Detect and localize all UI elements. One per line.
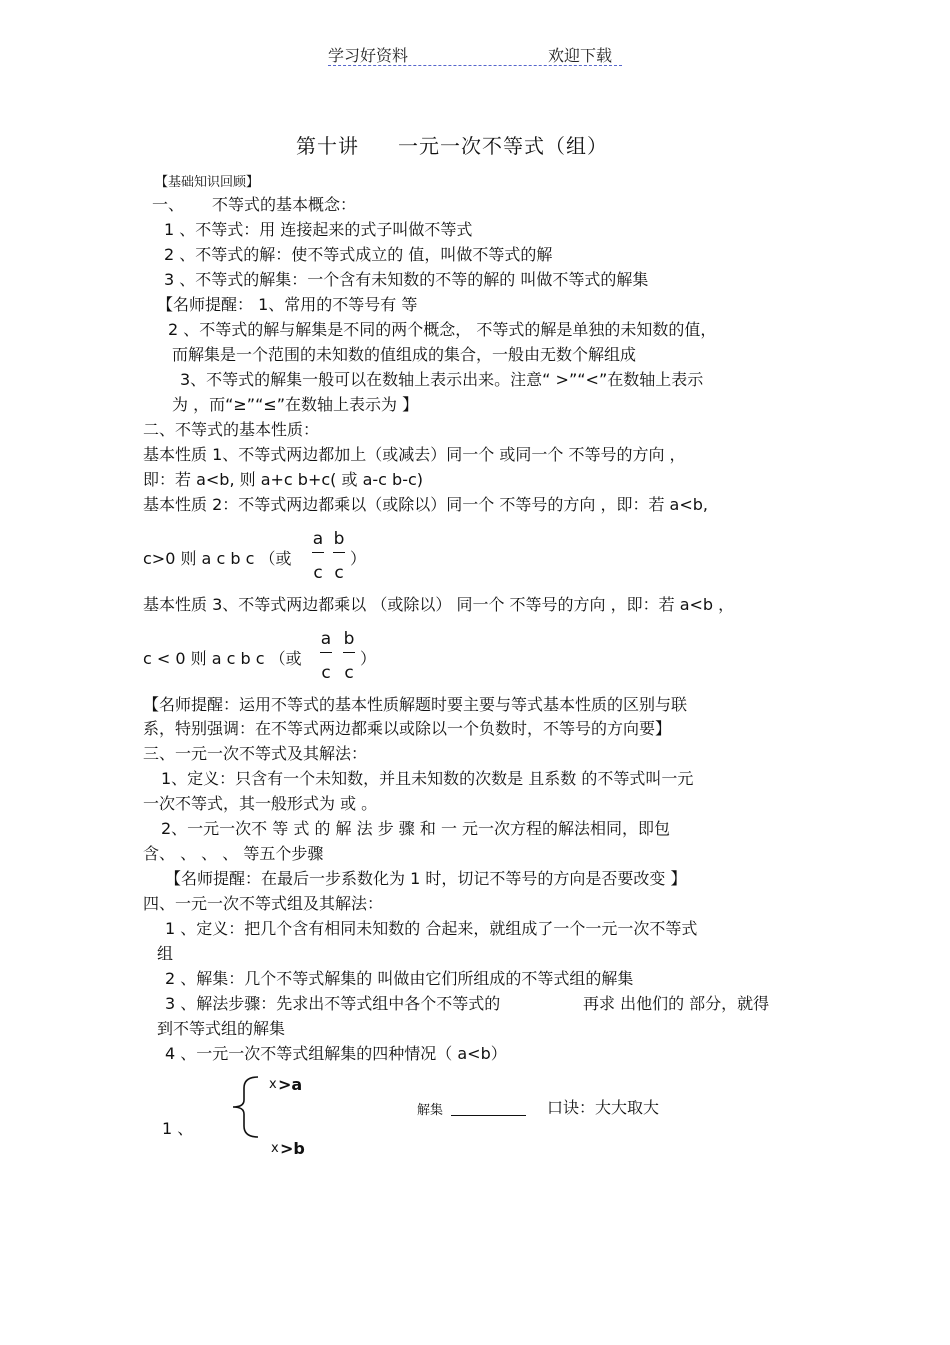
frac-numerator-b: b [343, 629, 355, 649]
mnemonic: 口诀：大大取大 [547, 1098, 660, 1117]
s3-tip: 【名师提醒：在最后一步系数化为 1 时，切记不等号的方向是否要改变 】 [165, 869, 687, 888]
s1-tip1: 【名师提醒： 1、常用的不等号有 等 [157, 295, 418, 314]
system-var-x: x [271, 1141, 279, 1156]
s2-prop1a: 基本性质 1、不等式两边都加上（或减去）同一个 或同一个 不等号的方向 ， [143, 445, 686, 464]
lecture-number: 第十讲 [296, 134, 359, 158]
system-var-x: x [269, 1077, 277, 1092]
solution-set-blank [451, 1115, 526, 1116]
s4-def-a: 1 、定义：把几个含有相同未知数的 合起来，就组成了一个一元一次不等式 [165, 919, 698, 938]
s4-method-a1: 3 、解法步骤：先求出不等式组中各个不等式的 [165, 994, 501, 1013]
header-left: 学习好资料 [328, 46, 409, 65]
fraction-bar [320, 652, 332, 653]
s4-solution-set: 2 、解集：几个不等式解集的 叫做由它们所组成的不等式组的解集 [165, 969, 634, 988]
s4-def-b: 组 [157, 944, 174, 963]
system-cond-b: >b [280, 1139, 305, 1158]
s2-prop3b: c < 0 则 a c b c （或 [143, 649, 302, 668]
case-number: 1 、 [162, 1119, 194, 1138]
frac-denominator-c: c [334, 563, 344, 583]
lecture-title: 一元一次不等式（组） [398, 134, 608, 158]
s2-tip-b: 系，特别强调：在不等式两边都乘以或除以一个负数时，不等号的方向要】 [143, 719, 672, 738]
s2-prop2b: c>0 则 a c b c （或 [143, 549, 292, 568]
s1-line1: 1 、不等式：用 连接起来的式子叫做不等式 [164, 220, 473, 239]
section1-number: 一、 [152, 195, 185, 214]
s3-steps-a: 2、一元一次不 等 式 的 解 法 步 骤 和 一 元一次方程的解法相同，即包 [161, 819, 671, 838]
left-brace-icon [228, 1074, 262, 1140]
paren-close: ） [350, 549, 367, 568]
fraction-bar [333, 552, 345, 553]
s1-tip2b: 而解集是一个范围的未知数的值组成的集合，一般由无数个解组成 [172, 345, 637, 364]
solution-set-label: 解集 [417, 1103, 444, 1118]
s3-def-b: 一次不等式，其一般形式为 或 。 [143, 794, 378, 813]
s1-tip2a: 2 、不等式的解与解集是不同的两个概念， 不等式的解是单独的未知数的值， [168, 320, 717, 339]
s4-four-cases: 4 、一元一次不等式组解集的四种情况（ a<b） [165, 1044, 507, 1063]
s1-tip3a: 3、不等式的解集一般可以在数轴上表示出来。注意“ >”“<”在数轴上表示 [180, 370, 704, 389]
section1-heading: 不等式的基本概念： [212, 195, 357, 214]
s4-method-a2: 再求 出他们的 部分，就得 [583, 994, 770, 1013]
section3-heading: 三、一元一次不等式及其解法： [143, 744, 368, 763]
frac-numerator-a: a [312, 529, 324, 549]
header-right: 欢迎下载 [548, 46, 613, 65]
frac-numerator-a: a [320, 629, 332, 649]
s3-steps-b: 含、 、 、 、 等五个步骤 [143, 844, 324, 863]
header-divider [328, 65, 622, 66]
frac-denominator-c: c [344, 663, 354, 683]
frac-denominator-c: c [321, 663, 331, 683]
s4-method-b: 到不等式组的解集 [157, 1019, 286, 1038]
s1-line2: 2 、不等式的解：使不等式成立的 值，叫做不等式的解 [164, 245, 553, 264]
fraction-bar [312, 552, 324, 553]
s1-line3: 3 、不等式的解集：一个含有未知数的不等的解的 叫做不等式的解集 [164, 270, 649, 289]
section4-heading: 四、一元一次不等式组及其解法： [143, 894, 384, 913]
s2-prop3a: 基本性质 3、不等式两边都乘以 （或除以） 同一个 不等号的方向 ，即：若 a<b ， [143, 595, 735, 614]
fraction-bar [343, 652, 355, 653]
s2-prop1b: 即：若 a<b, 则 a+c b+c( 或 a-c b-c) [143, 470, 424, 489]
s2-tip-a: 【名师提醒：运用不等式的基本性质解题时要主要与等式基本性质的区别与联 [143, 695, 688, 714]
s3-def-a: 1、定义：只含有一个未知数，并且未知数的次数是 且系数 的不等式叫一元 [161, 769, 694, 788]
review-heading: 【基础知识回顾】 [155, 175, 260, 190]
frac-denominator-c: c [313, 563, 323, 583]
paren-close: ） [360, 649, 377, 668]
s2-prop2a: 基本性质 2：不等式两边都乘以（或除以）同一个 不等号的方向 ，即：若 a<b, [143, 495, 708, 514]
system-cond-a: >a [278, 1075, 303, 1094]
frac-numerator-b: b [333, 529, 345, 549]
section2-heading: 二、不等式的基本性质： [143, 420, 320, 439]
s1-tip3b: 为 ，而“≥”“≤”在数轴上表示为 】 [172, 395, 419, 414]
